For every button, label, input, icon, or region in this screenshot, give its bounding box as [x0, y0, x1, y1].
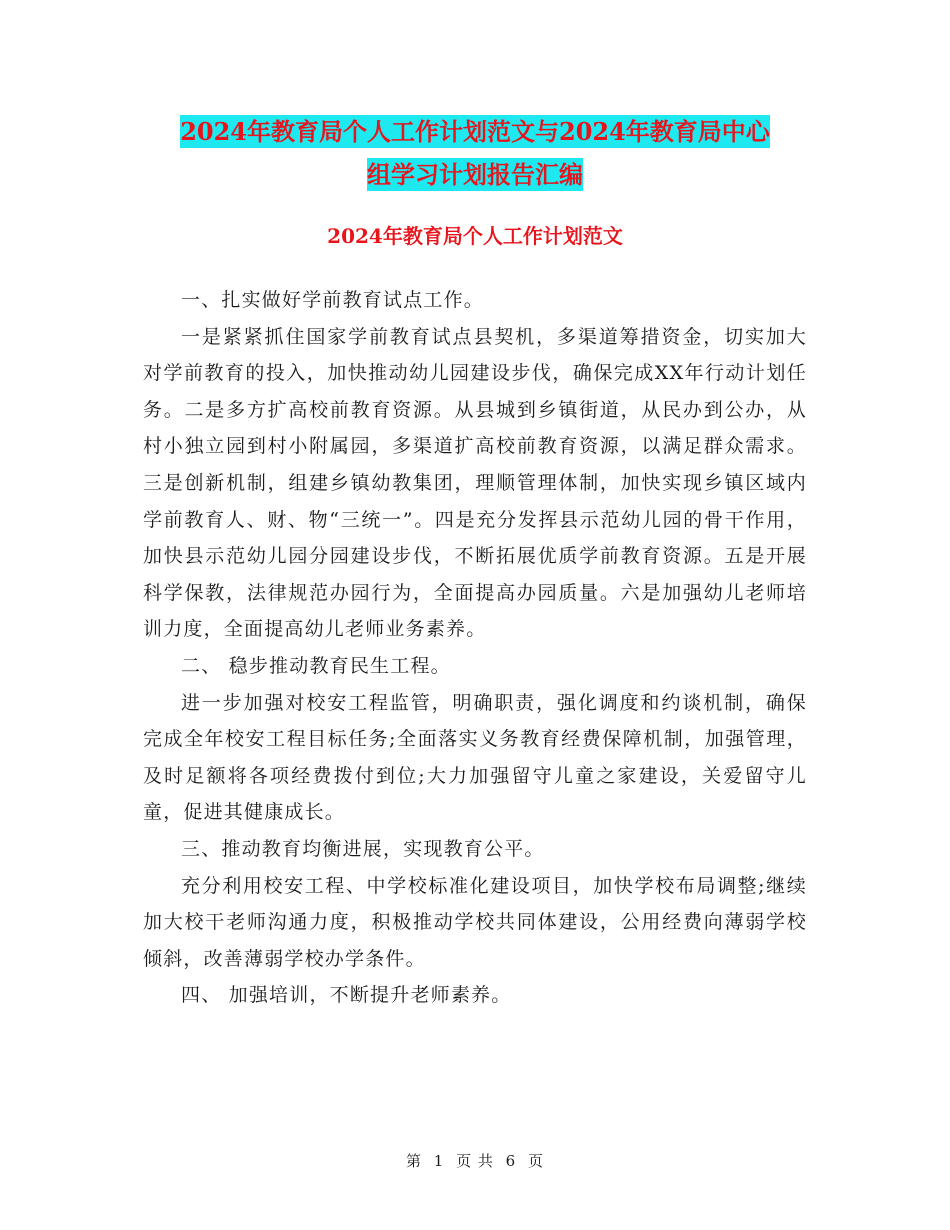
page-footer: [0, 1150, 950, 1171]
heading-paragraph-2: 二、 稳步推动教育民生工程。: [181, 654, 451, 677]
body-paragraph-3: 充分利用校安工程、中学校标准化建设项目，加快学校布局调整;继续加大校干老师沟通力度，积极推动学校共同体建设，公用经费向薄弱学校倾斜，改善薄弱学校办学条件。: [143, 874, 807, 970]
footer-prefix: 第: [405, 1152, 422, 1170]
document-title-line-2: [0, 151, 950, 199]
document-title-text-2: 组学习计划报告汇编: [367, 160, 583, 189]
section-title: 2024年教育局个人工作计划范文: [327, 224, 623, 248]
footer-suffix: 页: [528, 1152, 545, 1170]
document-title-line-1: [0, 108, 950, 156]
body-paragraph-2: 进一步加强对校安工程监管，明确职责，强化调度和约谈机制，确保完成全年校安工程目标任务;全面落实义务教育经费保障机制，加强管理，及时足额将各项经费拨付到位;大力加强留守儿童之家建设，关爱留守儿童，促进其健康成长。: [143, 691, 807, 824]
footer-total-pages: 6: [505, 1152, 517, 1170]
document-body: [143, 282, 807, 1014]
footer-page-number: 1: [433, 1152, 445, 1170]
heading-paragraph-3: 三、推动教育均衡进展，实现教育公平。: [181, 837, 545, 860]
heading-paragraph-4: 四、 加强培训，不断提升老师素养。: [181, 984, 512, 1007]
document-title-text-1: 2024年教育局个人工作计划范文与2024年教育局中心: [180, 117, 770, 146]
heading-paragraph-1: 一、扎实做好学前教育试点工作。: [181, 289, 485, 311]
body-paragraph-1: 一是紧紧抓住国家学前教育试点县契机，多渠道筹措资金，切实加大对学前教育的投入，加快推动幼儿园建设步伐，确保完成XX年行动计划任务。二是多方扩高校前教育资源。从县城到乡镇街道，从民办到公办，从村小独立园到村小附属园，多渠道扩高校前教育资源，以满足群众需求。三是创新机制，组建乡镇幼教集团，理顺管理体制，加快实现乡镇区域内学前教育人、财、物“三统一”。四是充分发挥县示范幼儿园的骨干作用，加快县示范幼儿园分园建设步伐，不断拓展优质学前教育资源。五是开展科学保教，法律规范办园行为，全面提高办园质量。六是加强幼儿老师培训力度，全面提高幼儿老师业务素养。: [143, 325, 807, 641]
footer-middle: 页 共: [456, 1152, 494, 1170]
